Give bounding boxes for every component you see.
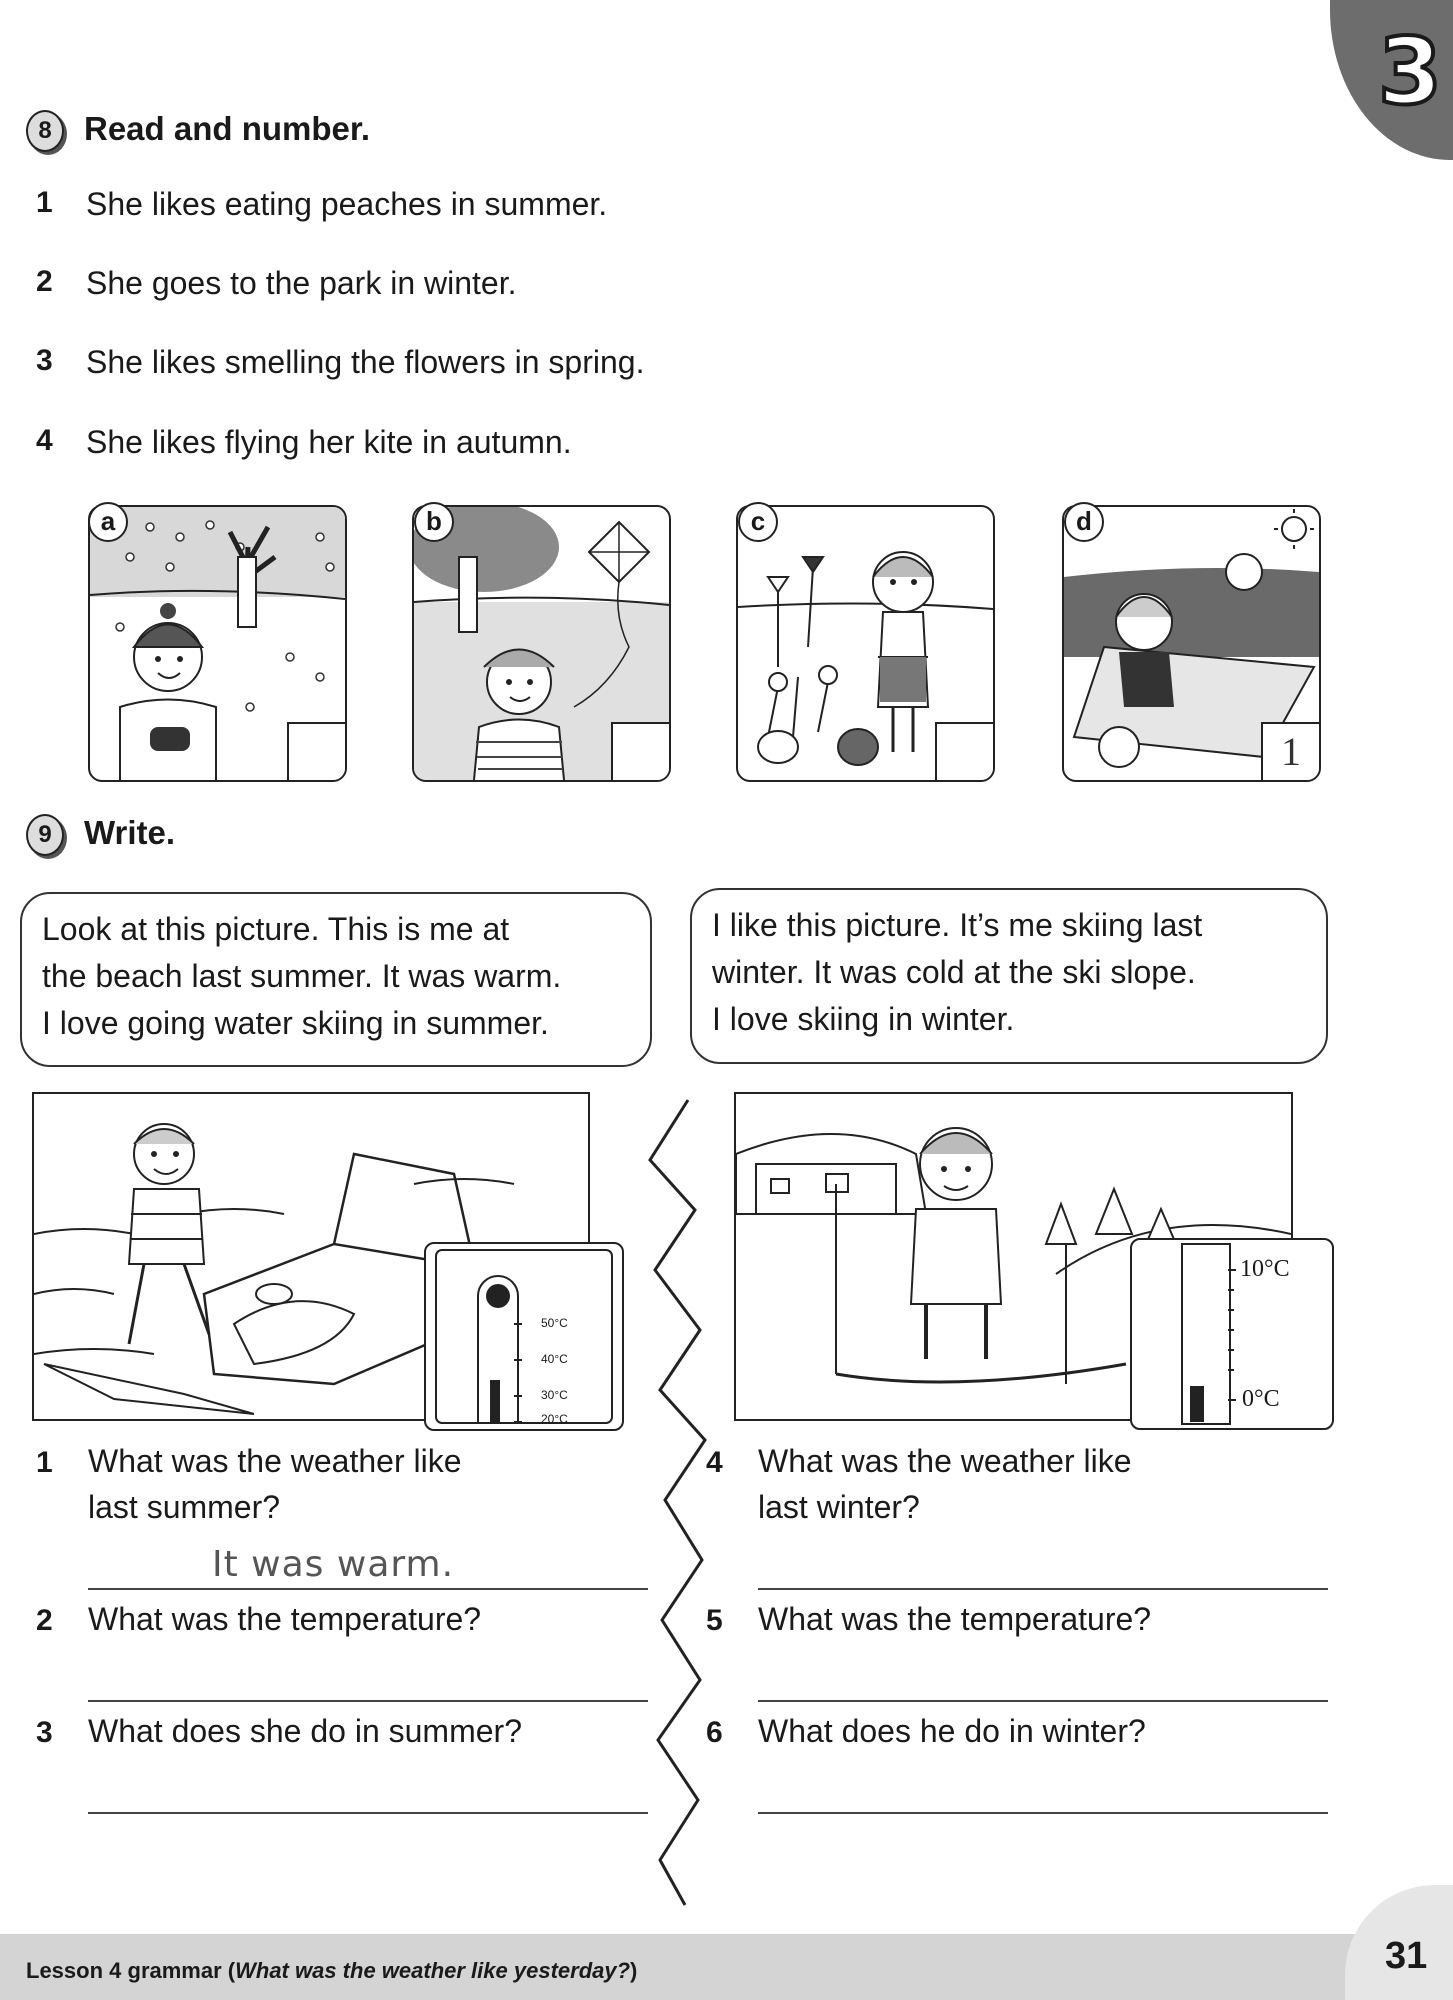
footer-open-paren: ( bbox=[227, 1958, 236, 1983]
bubble-line: I love skiing in winter. bbox=[712, 1001, 1015, 1037]
question-number: 6 bbox=[706, 1716, 723, 1749]
picture-letter-b: b bbox=[414, 502, 454, 542]
thermometer-winter-gauge bbox=[1132, 1240, 1332, 1428]
thermo-label-0: 0°C bbox=[1242, 1386, 1280, 1412]
speech-bubble-winter bbox=[690, 888, 1328, 1064]
question-text bbox=[88, 1438, 462, 1530]
answer-box-d[interactable]: 1 bbox=[1261, 722, 1319, 780]
answer-line-1[interactable] bbox=[88, 1588, 648, 1590]
answer-line-5[interactable] bbox=[758, 1700, 1328, 1702]
thermo-label-20: 20°C bbox=[541, 1412, 568, 1426]
thermo-label-10: 10°C bbox=[1240, 1256, 1290, 1282]
exercise-9-title: Write. bbox=[84, 814, 176, 851]
page-number: 31 bbox=[1385, 1935, 1428, 1977]
question-number: 1 bbox=[36, 1446, 53, 1479]
sentence-text: She likes flying her kite in autumn. bbox=[86, 424, 572, 460]
question-number: 5 bbox=[706, 1604, 723, 1637]
thermometer-summer bbox=[424, 1242, 624, 1431]
bubble-line: Look at this picture. This is me at bbox=[42, 911, 510, 947]
question-text: What was the temperature? bbox=[758, 1601, 1152, 1637]
thermo-label-30: 30°C bbox=[541, 1388, 568, 1402]
exercise-9-badge: 9 bbox=[26, 814, 64, 856]
answer-line-3[interactable] bbox=[88, 1812, 648, 1814]
question-text bbox=[758, 1438, 1132, 1530]
answer-box-c[interactable] bbox=[935, 722, 993, 780]
sentence-text: She likes eating peaches in summer. bbox=[86, 186, 608, 222]
bubble-line: winter. It was cold at the ski slope. bbox=[712, 954, 1196, 990]
answer-line-2[interactable] bbox=[88, 1700, 648, 1702]
unit-number: 3 bbox=[1378, 18, 1443, 125]
sentence-text: She goes to the park in winter. bbox=[86, 265, 517, 301]
answer-box-b[interactable] bbox=[611, 722, 669, 780]
question-text: What does he do in winter? bbox=[758, 1713, 1146, 1749]
picture-d-summer bbox=[1062, 505, 1321, 782]
bubble-line: I love going water skiing in summer. bbox=[42, 1005, 549, 1041]
speech-bubble-summer bbox=[20, 892, 652, 1067]
question-line: What was the weather like bbox=[758, 1443, 1132, 1479]
question-line: last winter? bbox=[758, 1489, 920, 1525]
picture-letter-c: c bbox=[738, 502, 778, 542]
thermometer-summer-gauge bbox=[426, 1244, 622, 1429]
sentence-number: 3 bbox=[36, 344, 53, 377]
question-number: 4 bbox=[706, 1446, 723, 1479]
thermo-label-50: 50°C bbox=[541, 1316, 568, 1330]
footer-lesson-label bbox=[26, 1958, 637, 1984]
thermo-label-40: 40°C bbox=[541, 1352, 568, 1366]
question-number: 3 bbox=[36, 1716, 53, 1749]
answer-box-a[interactable] bbox=[287, 722, 345, 780]
exercise-8-badge: 8 bbox=[26, 110, 64, 152]
sentence-number: 4 bbox=[36, 424, 53, 457]
answer-line-6[interactable] bbox=[758, 1812, 1328, 1814]
question-line: What was the weather like bbox=[88, 1443, 462, 1479]
answer-line-4[interactable] bbox=[758, 1588, 1328, 1590]
footer-type: grammar bbox=[127, 1958, 222, 1983]
picture-b-autumn bbox=[412, 505, 671, 782]
picture-a-winter bbox=[88, 505, 347, 782]
picture-c-spring bbox=[736, 505, 995, 782]
zigzag-divider bbox=[640, 1090, 720, 1910]
footer-lesson: Lesson 4 bbox=[26, 1958, 122, 1983]
question-line: last summer? bbox=[88, 1489, 281, 1525]
footer-close-paren: ) bbox=[630, 1958, 638, 1983]
sentence-number: 1 bbox=[36, 186, 53, 219]
picture-letter-d: d bbox=[1064, 502, 1104, 542]
question-text: What does she do in summer? bbox=[88, 1713, 522, 1749]
footer-question: What was the weather like yesterday? bbox=[235, 1958, 631, 1983]
bubble-line: the beach last summer. It was warm. bbox=[42, 958, 562, 994]
question-text: What was the temperature? bbox=[88, 1601, 482, 1637]
sentence-number: 2 bbox=[36, 265, 53, 298]
bubble-line: I like this picture. It’s me skiing last bbox=[712, 907, 1203, 943]
question-number: 2 bbox=[36, 1604, 53, 1637]
exercise-8-title: Read and number. bbox=[84, 110, 371, 147]
written-answer-1: It was warm. bbox=[212, 1544, 455, 1585]
thermometer-winter bbox=[1130, 1238, 1334, 1430]
sentence-text: She likes smelling the flowers in spring. bbox=[86, 344, 645, 380]
picture-letter-a: a bbox=[88, 502, 128, 542]
